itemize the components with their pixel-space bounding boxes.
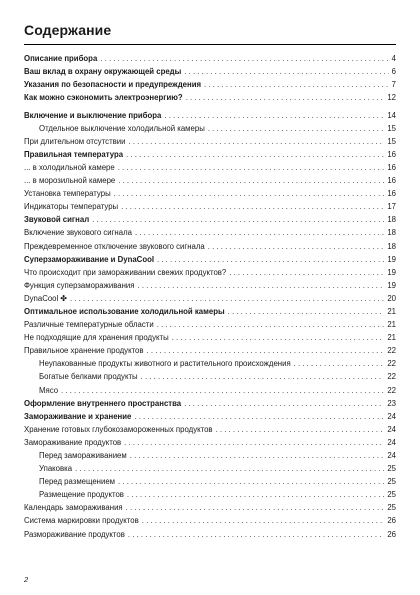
toc-entry-title: Хранение готовых глубокозамороженных продуктов bbox=[24, 424, 213, 434]
toc-entry-title: Как можно сэкономить электроэнергию? bbox=[24, 93, 183, 103]
toc-entry-title: Различные температурные области bbox=[24, 320, 154, 330]
toc-entry-page: 25 bbox=[387, 477, 396, 487]
toc-entry[interactable] bbox=[24, 148, 396, 161]
toc-entry-page: 25 bbox=[387, 503, 396, 513]
dot-leader bbox=[126, 501, 385, 514]
toc-entry-title: Неупакованные продукты животного и растительного происхождения bbox=[39, 359, 291, 369]
page-title: Содержание bbox=[24, 22, 112, 38]
dot-leader bbox=[128, 528, 384, 541]
toc-entry-page: 22 bbox=[387, 359, 396, 369]
toc-entry-page: 18 bbox=[387, 215, 396, 225]
toc-entry[interactable] bbox=[24, 279, 396, 292]
toc-entry-page: 16 bbox=[387, 149, 396, 159]
toc-entry[interactable] bbox=[24, 292, 396, 305]
toc-entry-title: При длительном отсутствии bbox=[24, 136, 126, 146]
toc-entry-page: 14 bbox=[387, 110, 396, 120]
dot-leader bbox=[124, 436, 384, 449]
dot-leader bbox=[184, 397, 384, 410]
dot-leader bbox=[157, 318, 385, 331]
dot-leader bbox=[61, 384, 384, 397]
toc-entry[interactable] bbox=[24, 384, 396, 397]
toc-entry-title: Указания по безопасности и предупреждения bbox=[24, 80, 202, 90]
dot-leader bbox=[121, 200, 384, 213]
toc-entry-page: 21 bbox=[387, 320, 396, 330]
toc-entry[interactable] bbox=[24, 253, 396, 266]
toc-entry-page: 16 bbox=[387, 176, 396, 186]
toc-entry-title: Размещение продуктов bbox=[39, 490, 124, 500]
toc-entry-title: Система маркировки продуктов bbox=[24, 516, 139, 526]
toc-entry-page: 16 bbox=[387, 162, 396, 172]
dot-leader bbox=[118, 475, 384, 488]
toc-entry[interactable] bbox=[24, 52, 396, 65]
dot-leader bbox=[100, 52, 388, 65]
toc-entry-page: 19 bbox=[387, 280, 396, 290]
toc-entry-page: 24 bbox=[387, 411, 396, 421]
dot-leader bbox=[157, 253, 384, 266]
toc-entry[interactable] bbox=[24, 174, 396, 187]
dot-leader bbox=[129, 135, 385, 148]
dot-leader bbox=[118, 161, 385, 174]
toc-entry-title: Календарь замораживания bbox=[24, 503, 123, 513]
toc-entry[interactable] bbox=[24, 475, 396, 488]
toc-entry-title: Не подходящие для хранения продукты bbox=[24, 333, 169, 343]
toc-entry-title: ... в морозильной камере bbox=[24, 176, 116, 186]
toc-entry[interactable] bbox=[24, 135, 396, 148]
toc-entry[interactable] bbox=[24, 397, 396, 410]
toc-entry-page: 12 bbox=[387, 93, 396, 103]
dot-leader bbox=[228, 305, 385, 318]
dot-leader bbox=[142, 514, 385, 527]
dot-leader bbox=[186, 91, 385, 104]
toc-entry-title: Перед размещением bbox=[39, 477, 116, 487]
toc-entry[interactable] bbox=[24, 78, 396, 91]
dot-leader bbox=[75, 462, 384, 475]
dot-leader bbox=[134, 410, 384, 423]
toc-entry-page: 25 bbox=[387, 490, 396, 500]
toc-entry-page: 24 bbox=[387, 451, 396, 460]
toc-entry-page: 23 bbox=[387, 398, 396, 408]
toc-entry-page: 21 bbox=[387, 333, 396, 343]
toc-entry-title: Богатые белками продукты bbox=[39, 372, 138, 382]
toc-entry[interactable] bbox=[24, 449, 396, 462]
toc-entry-title: Звуковой сигнал bbox=[24, 215, 90, 225]
toc-entry[interactable] bbox=[24, 91, 396, 104]
dot-leader bbox=[118, 174, 384, 187]
dot-leader bbox=[92, 213, 384, 226]
toc-entry-page: 18 bbox=[387, 228, 396, 238]
toc-entry[interactable] bbox=[24, 423, 396, 436]
dot-leader bbox=[208, 240, 385, 253]
toc-entry[interactable] bbox=[24, 187, 396, 200]
toc-entry-title: Мясо bbox=[39, 385, 59, 395]
toc-entry-title: Что происходит при замораживании свежих продуктов? bbox=[24, 267, 227, 277]
dot-leader bbox=[126, 148, 384, 161]
toc-entry-title: Упаковка bbox=[39, 464, 73, 474]
toc-entry[interactable] bbox=[24, 213, 396, 226]
toc-entry-page: 25 bbox=[387, 464, 396, 474]
dot-leader bbox=[114, 187, 385, 200]
toc-entry-page: 26 bbox=[387, 516, 396, 526]
dot-leader bbox=[164, 109, 384, 122]
toc-entry-title: Включение звукового сигнала bbox=[24, 228, 132, 238]
toc-entry-page: 17 bbox=[387, 202, 396, 212]
dot-leader bbox=[294, 357, 385, 370]
toc-entry-title: Ваш вклад в охрану окружающей среды bbox=[24, 67, 182, 77]
toc-entry-page: 7 bbox=[391, 80, 396, 90]
toc-entry[interactable] bbox=[24, 357, 396, 370]
toc-entry[interactable] bbox=[24, 410, 396, 423]
title-divider bbox=[24, 44, 396, 45]
toc-entry-page: 4 bbox=[391, 54, 396, 63]
dot-leader bbox=[137, 279, 384, 292]
toc-entry[interactable] bbox=[24, 462, 396, 475]
toc-entry-title: Оптимальное использование холодильной камеры bbox=[24, 306, 225, 316]
dot-leader bbox=[204, 78, 389, 91]
toc-entry[interactable] bbox=[24, 65, 396, 78]
toc-entry-page: 15 bbox=[387, 136, 396, 146]
toc-entry-title: Функция суперзамораживания bbox=[24, 280, 135, 290]
toc-entry[interactable] bbox=[24, 514, 396, 527]
toc-entry[interactable] bbox=[24, 109, 396, 122]
toc-entry[interactable] bbox=[24, 305, 396, 318]
toc-entry[interactable] bbox=[24, 370, 396, 383]
toc-entry[interactable] bbox=[24, 161, 396, 174]
toc-entry[interactable] bbox=[24, 488, 396, 501]
fan-icon: ✤ bbox=[60, 293, 67, 303]
toc-entry-title: Преждевременное отключение звукового сигнала bbox=[24, 241, 205, 251]
toc-entry-title: Описание прибора bbox=[24, 54, 98, 63]
toc-entry[interactable] bbox=[24, 318, 396, 331]
toc-entry-page: 19 bbox=[387, 254, 396, 264]
toc-entry-title: Размораживание продуктов bbox=[24, 529, 125, 539]
toc-entry-title: Оформление внутреннего пространства bbox=[24, 398, 182, 408]
toc-entry-title: Отдельное выключение холодильной камеры bbox=[39, 123, 205, 133]
dot-leader bbox=[147, 344, 385, 357]
table-of-contents bbox=[24, 52, 396, 541]
toc-entry-title: Перед замораживанием bbox=[39, 451, 127, 460]
toc-entry-title: Включение и выключение прибора bbox=[24, 110, 162, 120]
dot-leader bbox=[127, 488, 384, 501]
toc-entry[interactable] bbox=[24, 266, 396, 279]
page-number: 2 bbox=[24, 575, 29, 584]
toc-entry-title: DynaCool bbox=[24, 293, 59, 303]
toc-entry[interactable] bbox=[24, 501, 396, 514]
toc-entry-page: 6 bbox=[391, 67, 396, 77]
toc-entry-title: Индикаторы температуры bbox=[24, 202, 119, 212]
toc-entry-page: 22 bbox=[387, 385, 396, 395]
toc-entry-page: 19 bbox=[387, 267, 396, 277]
toc-entry[interactable] bbox=[24, 226, 396, 239]
dot-leader bbox=[141, 370, 385, 383]
toc-entry-page: 24 bbox=[387, 437, 396, 447]
toc-entry-title: Правильная температура bbox=[24, 149, 124, 159]
toc-entry-page: 21 bbox=[387, 306, 396, 316]
toc-entry[interactable] bbox=[24, 344, 396, 357]
toc-entry-page: 18 bbox=[387, 241, 396, 251]
toc-entry-title: Замораживание продуктов bbox=[24, 437, 122, 447]
dot-leader bbox=[172, 331, 385, 344]
toc-entry-page: 22 bbox=[387, 346, 396, 356]
toc-entry[interactable] bbox=[24, 122, 396, 135]
toc-entry[interactable] bbox=[24, 528, 396, 541]
toc-entry-page: 24 bbox=[387, 424, 396, 434]
dot-leader bbox=[229, 266, 384, 279]
toc-entry[interactable] bbox=[24, 200, 396, 213]
toc-entry-page: 26 bbox=[387, 529, 396, 539]
dot-leader bbox=[216, 423, 385, 436]
toc-entry-page: 15 bbox=[387, 123, 396, 133]
dot-leader bbox=[184, 65, 388, 78]
toc-entry-title: Правильное хранение продуктов bbox=[24, 346, 144, 356]
toc-entry-page: 16 bbox=[387, 189, 396, 199]
dot-leader bbox=[130, 449, 385, 462]
toc-entry-page: 22 bbox=[387, 372, 396, 382]
dot-leader bbox=[208, 122, 385, 135]
toc-entry[interactable] bbox=[24, 240, 396, 253]
toc-entry-title: ... в холодильной камере bbox=[24, 162, 115, 172]
dot-leader bbox=[70, 292, 384, 305]
dot-leader bbox=[135, 226, 384, 239]
toc-entry-title: Замораживание и хранение bbox=[24, 411, 132, 421]
toc-entry-title: Суперзамораживание и DynaCool bbox=[24, 254, 155, 264]
toc-entry[interactable] bbox=[24, 436, 396, 449]
toc-entry-page: 20 bbox=[387, 293, 396, 303]
toc-entry[interactable] bbox=[24, 331, 396, 344]
toc-entry-title: Установка температуры bbox=[24, 189, 111, 199]
